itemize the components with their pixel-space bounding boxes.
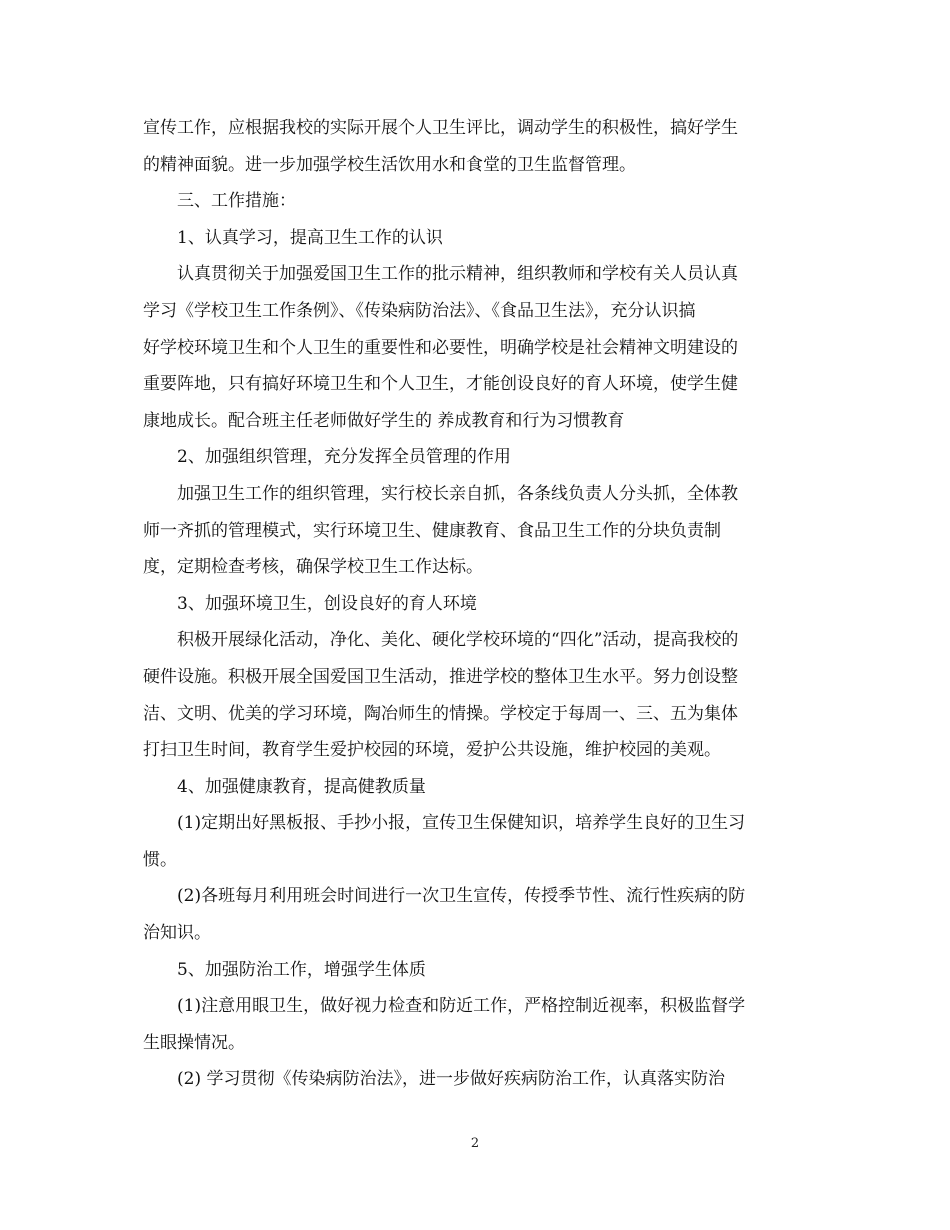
text-line: 5、加强防治工作，增强学生体质 — [177, 959, 426, 980]
text-line: 加强卫生工作的组织管理，实行校长亲自抓，各条线负责人分头抓，全体教 — [177, 483, 738, 504]
text-line: 度，定期检查考核，确保学校卫生工作达标。 — [143, 557, 483, 578]
document-body — [143, 110, 811, 1098]
text-line: (1)注意用眼卫生，做好视力检查和防近工作，严格控制近视率，积极监督学 — [177, 996, 746, 1017]
text-line: 洁、文明、优美的学习环境，陶冶师生的情操。学校定于每周一、三、五为集体 — [143, 703, 738, 724]
text-line: 宣传工作，应根据我校的实际开展个人卫生评比，调动学生的积极性，搞好学生 — [143, 118, 738, 138]
text-line: 2、加强组织管理，充分发挥全员管理的作用 — [177, 447, 511, 468]
text-line: 重要阵地，只有搞好环境卫生和个人卫生，才能创设良好的育人环境，使学生健 — [143, 374, 738, 395]
text-line: 学习《学校卫生工作条例》、《传染病防治法》、《食品卫生法》，充分认识搞 — [143, 300, 696, 321]
text-line: 1、认真学习，提高卫生工作的认识 — [177, 227, 443, 248]
text-line: 治知识。 — [143, 923, 211, 944]
text-line: (1)定期出好黑板报、手抄小报，宣传卫生保健知识，培养学生良好的卫生习 — [177, 813, 746, 834]
text-line: 康地成长。配合班主任老师做好学生的 养成教育和行为习惯教育 — [143, 410, 625, 431]
text-line: (2) 学习贯彻《传染病防治法》，进一步做好疾病防治工作，认真落实防治 — [177, 1069, 725, 1090]
text-line: 师一齐抓的管理模式，实行环境卫生、健康教育、食品卫生工作的分块负责制 — [143, 520, 721, 541]
text-line: (2)各班每月利用班会时间进行一次卫生宣传，传授季节性、流行性疾病的防 — [177, 886, 746, 907]
text-line: 打扫卫生时间，教育学生爱护校园的环境，爱护公共设施，维护校园的美观。 — [143, 740, 721, 761]
text-line: 硬件设施。积极开展全国爱国卫生活动，推进学校的整体卫生水平。努力创设整 — [143, 666, 738, 687]
text-line: 的精神面貌。进一步加强学校生活饮用水和食堂的卫生监督管理。 — [143, 154, 636, 175]
text-line: 惯。 — [143, 849, 177, 870]
text-line: 4、加强健康教育，提高健教质量 — [177, 776, 426, 797]
text-line: 认真贯彻关于加强爱国卫生工作的批示精神，组织教师和学校有关人员认真 — [177, 264, 738, 285]
text-line: 三、工作措施： — [177, 191, 296, 212]
text-line: 3、加强环境卫生，创设良好的育人环境 — [177, 593, 477, 614]
text-line: 生眼操情况。 — [143, 1032, 245, 1053]
page-number: 2 — [470, 1136, 480, 1151]
text-line: 好学校环境卫生和个人卫生的重要性和必要性，明确学校是社会精神文明建设的 — [143, 337, 738, 358]
text-line: 积极开展绿化活动，净化、美化、硬化学校环境的“四化”活动，提高我校的 — [177, 630, 739, 651]
